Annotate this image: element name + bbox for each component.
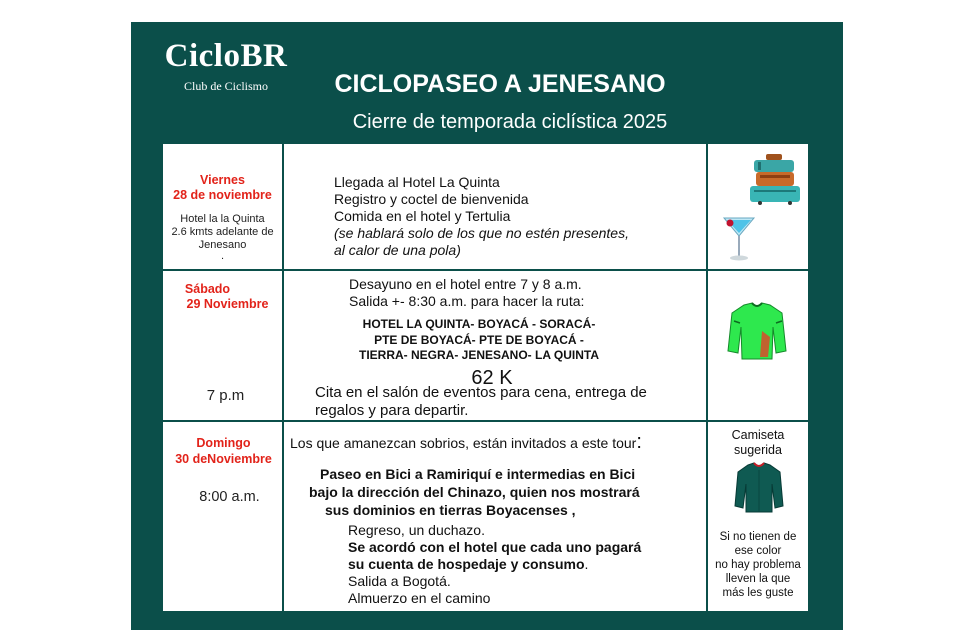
suggestion-title: sugerida xyxy=(734,443,782,457)
page-subtitle: Cierre de temporada ciclística 2025 xyxy=(352,111,668,133)
closing-line: Almuerzo en el camino xyxy=(348,590,491,606)
day2-evening-line: Cita en el salón de eventos para cena, entrega de xyxy=(315,384,647,401)
day1-location-line: . xyxy=(220,250,225,262)
day3-date: 30 deNoviembre xyxy=(175,452,272,466)
route-line: HOTEL LA QUINTA- BOYACÁ - SORACÁ- xyxy=(362,317,596,331)
day3-date-cell xyxy=(163,422,282,611)
day1-location-line: 2.6 kmts adelante de xyxy=(171,226,274,238)
closing-bold-text: su cuenta de hospedaje y consumo xyxy=(348,556,585,572)
brand-tagline: Club de Ciclismo xyxy=(184,79,268,93)
day2-line: Desayuno en el hotel entre 7 y 8 a.m. xyxy=(349,276,582,292)
day1-weekday: Viernes xyxy=(200,173,245,187)
day3-intro xyxy=(290,431,642,453)
day1-details-cell xyxy=(284,144,706,269)
day1-location-line: Jenesano xyxy=(198,239,247,251)
brand-name: CicloBR xyxy=(164,38,288,74)
suggestion-note: más les guste xyxy=(722,587,794,599)
day2-line: Salida +- 8:30 a.m. para hacer la ruta: xyxy=(349,293,585,309)
day2-evening-line: regalos y para departir. xyxy=(315,402,469,419)
closing-bold-line xyxy=(348,556,588,573)
suggestion-note: no hay problema xyxy=(715,559,801,571)
day2-evening-time: 7 p.m xyxy=(206,387,245,404)
day2-date: 29 Noviembre xyxy=(186,297,269,311)
day3-weekday: Domingo xyxy=(196,436,251,450)
day1-note: al calor de una pola) xyxy=(334,242,461,258)
day1-line: Llegada al Hotel La Quinta xyxy=(334,174,500,190)
day1-note: (se hablará solo de los que no estén presentes, xyxy=(334,225,629,241)
closing-line: Regreso, un duchazo. xyxy=(348,522,485,538)
day2-details-cell xyxy=(284,271,706,420)
teal-jersey-icon xyxy=(734,462,784,514)
tour-line: bajo la dirección del Chinazo, quien nos mostrará xyxy=(309,484,640,500)
day1-location-line: Hotel la la Quinta xyxy=(180,213,265,225)
suggestion-note: ese color xyxy=(734,545,782,557)
day1-date: 28 de noviembre xyxy=(173,188,272,202)
page-title: CICLOPASEO A JENESANO xyxy=(334,70,666,98)
route-distance: 62 K xyxy=(471,367,513,389)
luggage-icon xyxy=(748,150,804,206)
day3-time: 8:00 a.m. xyxy=(199,489,260,505)
suggestion-note: lleven la que xyxy=(725,573,791,585)
day1-date-cell xyxy=(163,144,282,269)
club-logo xyxy=(159,38,293,94)
day3-intro-colon: : xyxy=(636,431,642,453)
closing-bold-line: Se acordó con el hotel que cada uno pagará xyxy=(348,539,642,555)
day1-line: Registro y coctel de bienvenida xyxy=(334,191,529,207)
closing-period: . xyxy=(584,556,589,572)
route-line: PTE DE BOYACÁ- PTE DE BOYACÁ - xyxy=(374,333,584,347)
day2-weekday: Sábado xyxy=(184,282,231,296)
day3-image-cell xyxy=(708,422,808,611)
day1-line: Comida en el hotel y Tertulia xyxy=(334,208,511,224)
closing-line: Salida a Bogotá. xyxy=(348,573,451,589)
suggestion-note: Si no tienen de xyxy=(719,531,797,543)
suggestion-title: Camiseta xyxy=(731,428,785,442)
day1-image-cell xyxy=(708,144,808,269)
green-jersey-icon xyxy=(726,301,788,361)
cocktail-icon xyxy=(722,214,756,262)
tour-line: sus dominios en tierras Boyacenses , xyxy=(325,502,576,518)
day3-intro-text: Los que amanezcan sobrios, están invitados a este tour xyxy=(290,435,637,451)
tour-line: Paseo en Bici a Ramiriquí e intermedias en Bici xyxy=(320,466,636,482)
day2-date-cell xyxy=(163,271,282,420)
day2-image-cell xyxy=(708,271,808,420)
route-line: TIERRA- NEGRA- JENESANO- LA QUINTA xyxy=(359,348,599,362)
day3-details-cell xyxy=(284,422,706,611)
